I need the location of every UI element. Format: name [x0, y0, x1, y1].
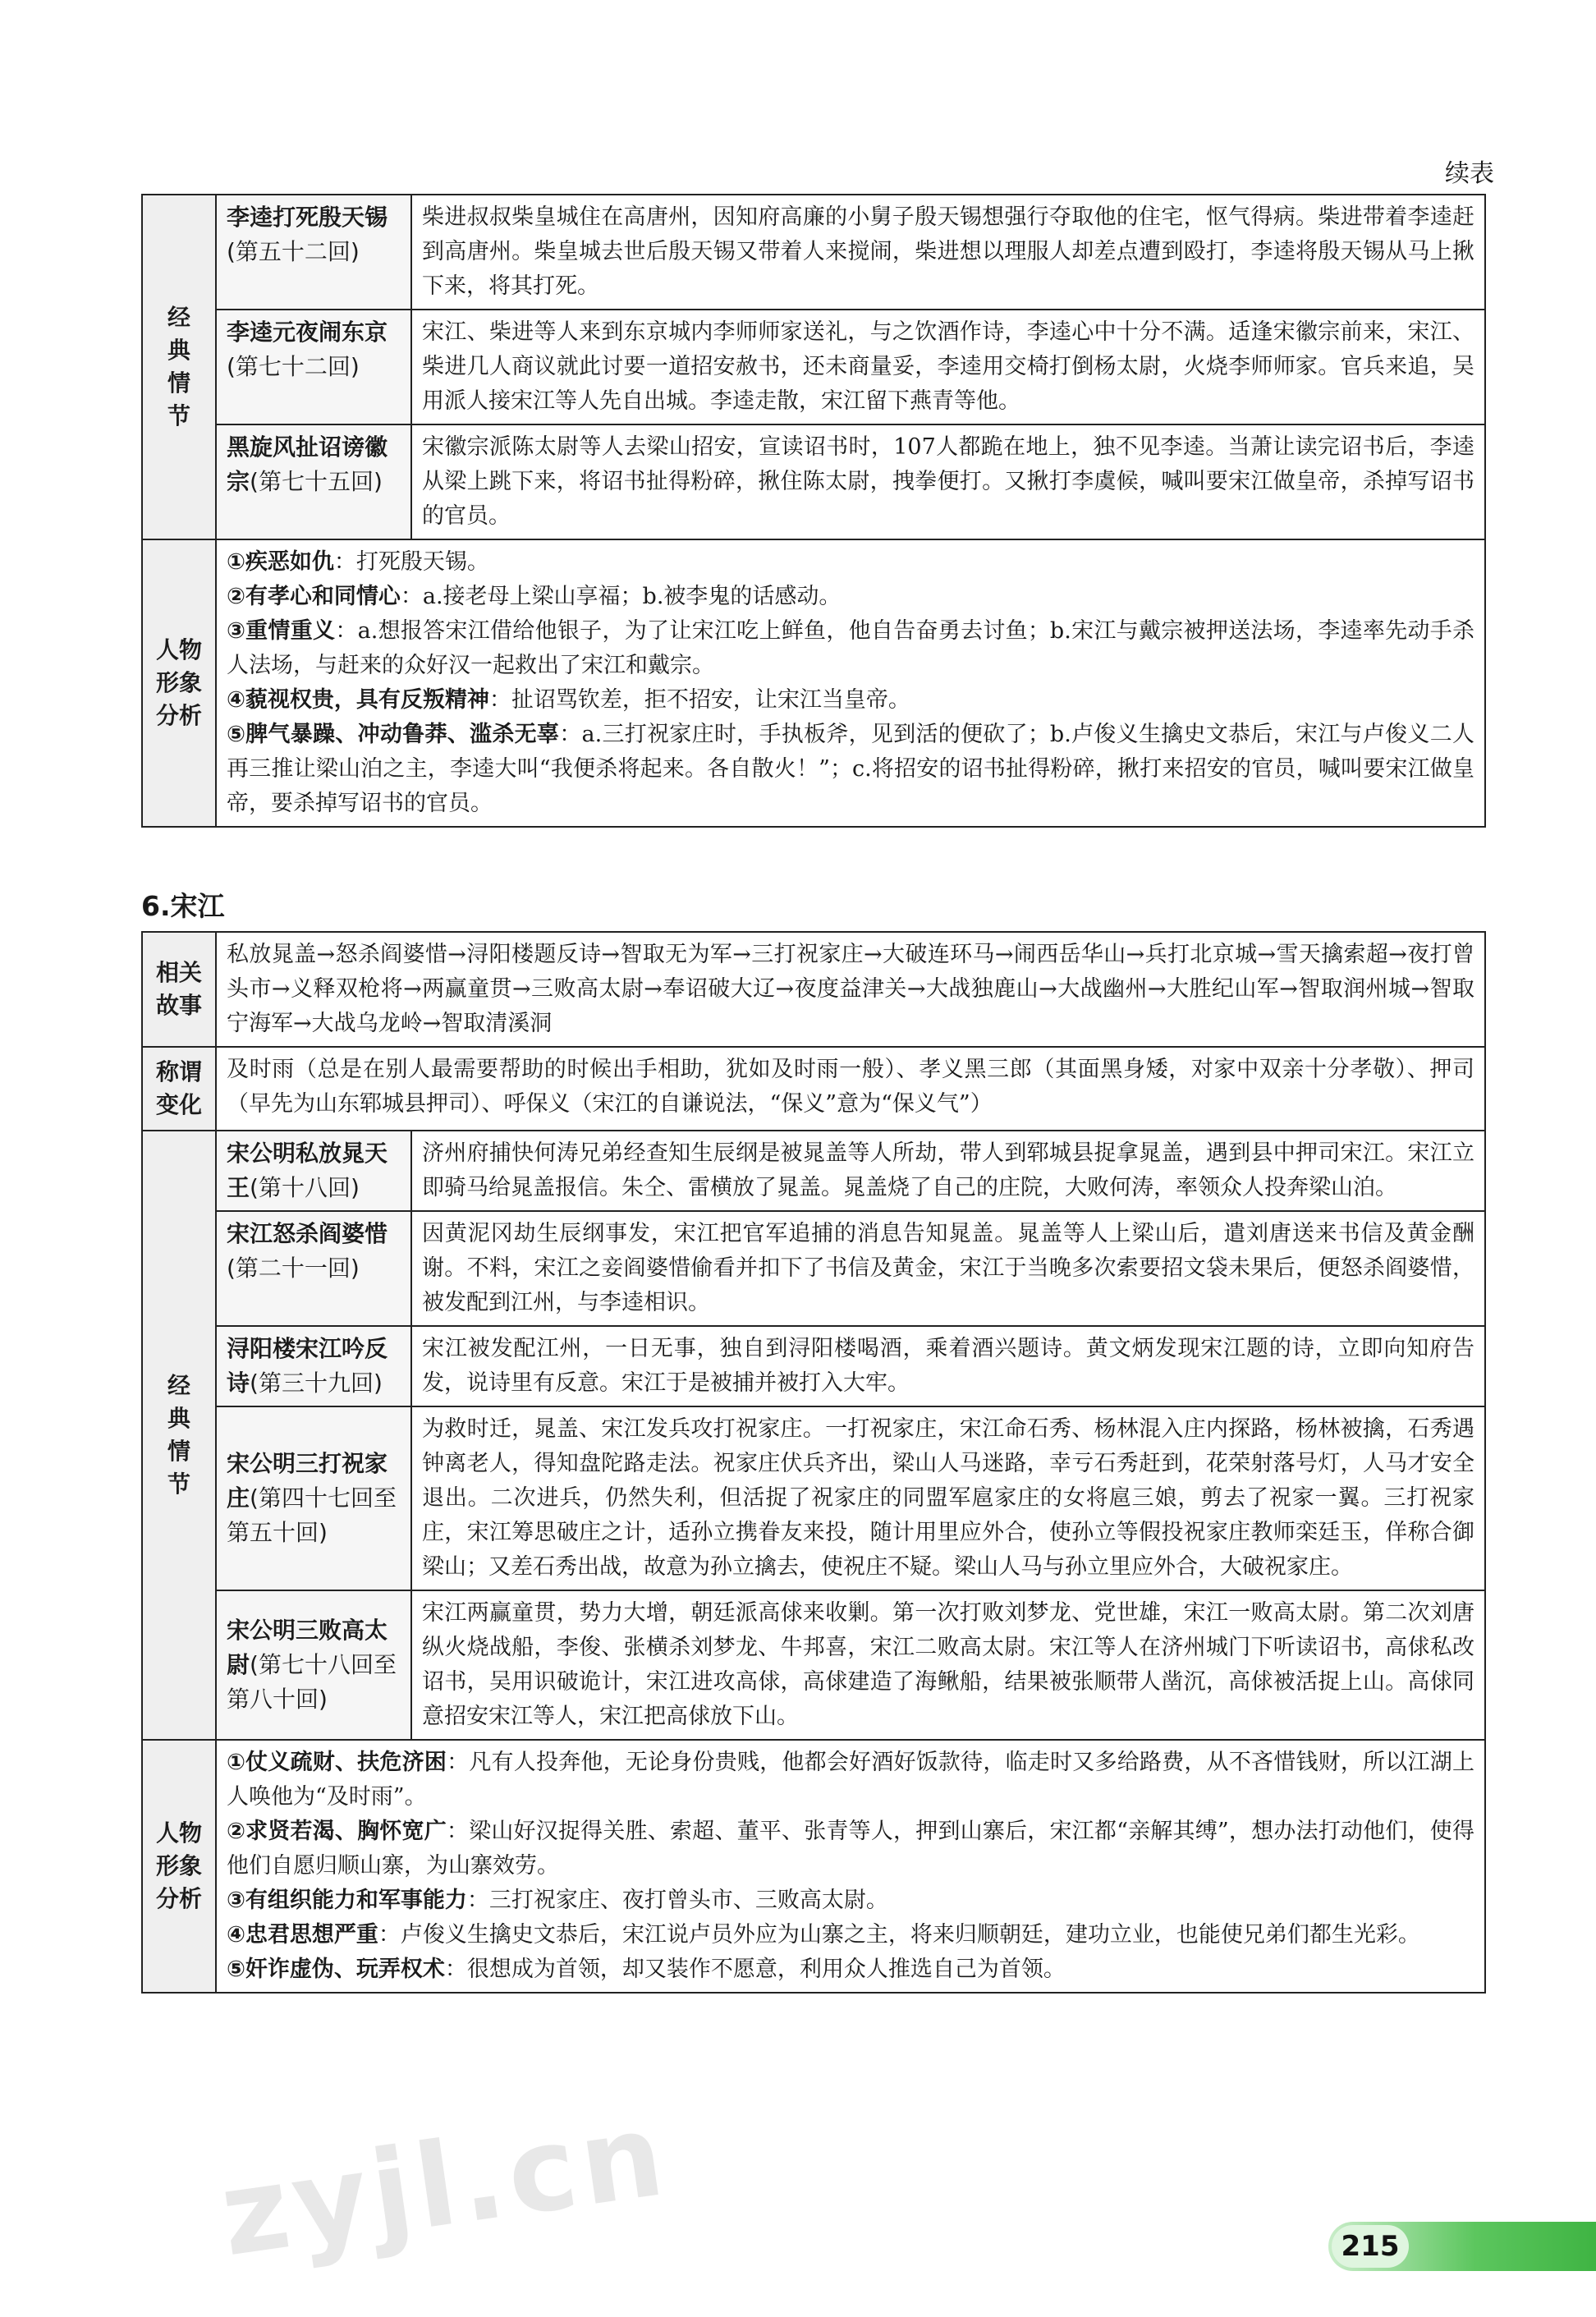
group-label-episodes: 经 典 情 节: [142, 1131, 216, 1740]
episode-title: 宋公明私放晁天王(第十八回): [216, 1131, 411, 1211]
likui-table: [141, 194, 1486, 828]
group-label-names: 称谓 变化: [142, 1047, 216, 1131]
episode-title: 黑旋风扯诏谤徽宗(第七十五回): [216, 424, 411, 539]
group-label-analysis: 人物 形象 分析: [142, 539, 216, 827]
section-title: 6.宋江: [141, 890, 225, 922]
analysis-item: ④忠君思想严重：卢俊义生擒史文恭后，宋江说卢员外应为山寨之主，将来归顺朝廷，建功立业，也能使兄弟们都生光彩。: [227, 1922, 1420, 1948]
episode-title: 宋公明三败高太尉(第七十八回至第八十回): [216, 1590, 411, 1740]
episode-title: 李逵元夜闹东京(第七十二回): [216, 310, 411, 424]
watermark: zyjl.cn: [213, 2087, 676, 2283]
related-stories: 私放晁盖→怒杀阎婆惜→浔阳楼题反诗→智取无为军→三打祝家庄→大破连环马→闹西岳华山→兵打北京城→雪天擒索超→夜打曾头市→义释双枪将→两赢童贯→三败高太尉→奉诏破大辽→夜度益津关→大战独鹿山→大战幽州→大胜纪山军→智取润州城→智取宁海军→大战乌龙岭→智取清溪洞: [216, 932, 1485, 1047]
table-row: [142, 1740, 1485, 1993]
analysis-item: ⑤脾气暴躁、冲动鲁莽、滥杀无辜：a.三打祝家庄时，手执板斧，见到活的便砍了；b.卢俊义生擒史文恭后，宋江与卢俊义二人再三推让梁山泊之主，李逵大叫“我便杀将起来。各自散火！”；c.将招安的诏书扯得粉碎，揪打来招安的官员，喊叫要宋江做皇帝，要杀掉写诏书的官员。: [227, 722, 1474, 816]
table-row: [142, 310, 1485, 424]
episode-title: 宋江怒杀阎婆惜(第二十一回): [216, 1211, 411, 1326]
episode-content: 宋江、柴进等人来到东京城内李师师家送礼，与之饮酒作诗，李逵心中十分不满。适逢宋徽宗前来，宋江、柴进几人商议就此讨要一道招安赦书，还未商量妥，李逵用交椅打倒杨太尉，火烧李师师家。官兵来追，吴用派人接宋江等人先自出城。李逵走散，宋江留下燕青等他。: [411, 310, 1485, 424]
episode-content: 宋江两赢童贯，势力大增，朝廷派高俅来收剿。第一次打败刘梦龙、党世雄，宋江一败高太尉。第二次刘唐纵火烧战船，李俊、张横杀刘梦龙、牛邦喜，宋江二败高太尉。宋江等人在济州城门下听读诏书，高俅私改诏书，吴用识破诡计，宋江进攻高俅，高俅建造了海鳅船，结果被张顺带人凿沉，高俅被活捉上山。高俅同意招安宋江等人，宋江把高俅放下山。: [411, 1590, 1485, 1740]
name-changes: 及时雨（总是在别人最需要帮助的时候出手相助，犹如及时雨一般）、孝义黑三郎（其面黑身矮，对家中双亲十分孝敬）、押司（早先为山东郓城县押司）、呼保义（宋江的自谦说法，“保义”意为“保义气”）: [216, 1047, 1485, 1131]
table-row: [142, 1326, 1485, 1406]
analysis-item: ③重情重义：a.想报答宋江借给他银子，为了让宋江吃上鲜鱼，他自告奋勇去讨鱼；b.宋江与戴宗被押送法场，李逵率先动手杀人法场，与赶来的众好汉一起救出了宋江和戴宗。: [227, 618, 1474, 678]
table-row: [142, 539, 1485, 827]
continued-label: 续表: [1445, 159, 1494, 188]
table-row: [142, 1590, 1485, 1740]
table-row: [142, 195, 1485, 310]
episode-title: 浔阳楼宋江吟反诗(第三十九回): [216, 1326, 411, 1406]
episode-content: 宋徽宗派陈太尉等人去梁山招安，宣读诏书时，107人都跪在地上，独不见李逵。当萧让读完诏书后，李逵从梁上跳下来，将诏书扯得粉碎，揪住陈太尉，拽拳便打。又揪打李虞候，喊叫要宋江做皇帝，杀掉写诏书的官员。: [411, 424, 1485, 539]
analysis-item: ⑤奸诈虚伪、玩弄权术：很想成为首领，却又装作不愿意，利用众人推选自己为首领。: [227, 1957, 1066, 1982]
episode-title: 宋公明三打祝家庄(第四十七回至第五十回): [216, 1406, 411, 1590]
group-label-analysis: 人物 形象 分析: [142, 1740, 216, 1993]
table-row: [142, 932, 1485, 1047]
episode-content: 宋江被发配江州，一日无事，独自到浔阳楼喝酒，乘着酒兴题诗。黄文炳发现宋江题的诗，立即向知府告发，说诗里有反意。宋江于是被捕并被打入大牢。: [411, 1326, 1485, 1406]
episode-title: 李逵打死殷天锡(第五十二回): [216, 195, 411, 310]
episode-content: 因黄泥冈劫生辰纲事发，宋江把官军追捕的消息告知晁盖。晁盖等人上梁山后，遣刘唐送来书信及黄金酬谢。不料，宋江之妾阎婆惜偷看并扣下了书信及黄金，宋江于当晚多次索要招文袋未果后，便怒杀阎婆惜，被发配到江州，与李逵相识。: [411, 1211, 1485, 1326]
table-row: [142, 1211, 1485, 1326]
table-row: [142, 424, 1485, 539]
character-analysis: [216, 539, 1485, 827]
page-number: 215: [1332, 2225, 1409, 2268]
table-row: [142, 1406, 1485, 1590]
analysis-item: ①疾恶如仇：打死殷天锡。: [227, 549, 489, 575]
analysis-item: ③有组织能力和军事能力：三打祝家庄、夜打曾头市、三败高太尉。: [227, 1888, 888, 1913]
group-label-episodes: 经 典 情 节: [142, 195, 216, 539]
group-label-stories: 相关 故事: [142, 932, 216, 1047]
table-row: [142, 1131, 1485, 1211]
analysis-item: ①仗义疏财、扶危济困：凡有人投奔他，无论身份贵贱，他都会好酒好饭款待，临走时又多给路费，从不吝惜钱财，所以江湖上人唤他为“及时雨”。: [227, 1750, 1474, 1810]
songjiang-table: [141, 931, 1486, 1994]
character-analysis: [216, 1740, 1485, 1993]
analysis-item: ②有孝心和同情心：a.接老母上梁山享福；b.被李鬼的话感动。: [227, 584, 842, 609]
analysis-item: ④藐视权贵，具有反叛精神：扯诏骂钦差，拒不招安，让宋江当皇帝。: [227, 687, 910, 713]
episode-content: 济州府捕快何涛兄弟经查知生辰纲是被晁盖等人所劫，带人到郓城县捉拿晁盖，遇到县中押司宋江。宋江立即骑马给晁盖报信。朱仝、雷横放了晁盖。晁盖烧了自己的庄院，大败何涛，率领众人投奔梁山泊。: [411, 1131, 1485, 1211]
analysis-item: ②求贤若渴、胸怀宽广：梁山好汉捉得关胜、索超、董平、张青等人，押到山寨后，宋江都“亲解其缚”，想办法打动他们，使得他们自愿归顺山寨，为山寨效劳。: [227, 1819, 1474, 1879]
episode-content: 柴进叔叔柴皇城住在高唐州，因知府高廉的小舅子殷天锡想强行夺取他的住宅，怄气得病。柴进带着李逵赶到高唐州。柴皇城去世后殷天锡又带着人来搅闹，柴进想以理服人却差点遭到殴打，李逵将殷天锡从马上揪下来，将其打死。: [411, 195, 1485, 310]
episode-content: 为救时迁，晁盖、宋江发兵攻打祝家庄。一打祝家庄，宋江命石秀、杨林混入庄内探路，杨林被擒，石秀遇钟离老人，得知盘陀路走法。祝家庄伏兵齐出，梁山人马迷路，幸亏石秀赶到，花荣射落号灯，人马才安全退出。二次进兵，仍然失利，但活捉了祝家庄的同盟军扈家庄的女将扈三娘，剪去了祝家一翼。三打祝家庄，宋江筹思破庄之计，适孙立携眷友来投，随计用里应外合，使孙立等假投祝家庄教师栾廷玉，佯称合御梁山；又差石秀出战，故意为孙立擒去，使祝庄不疑。梁山人马与孙立里应外合，大破祝家庄。: [411, 1406, 1485, 1590]
table-row: [142, 1047, 1485, 1131]
